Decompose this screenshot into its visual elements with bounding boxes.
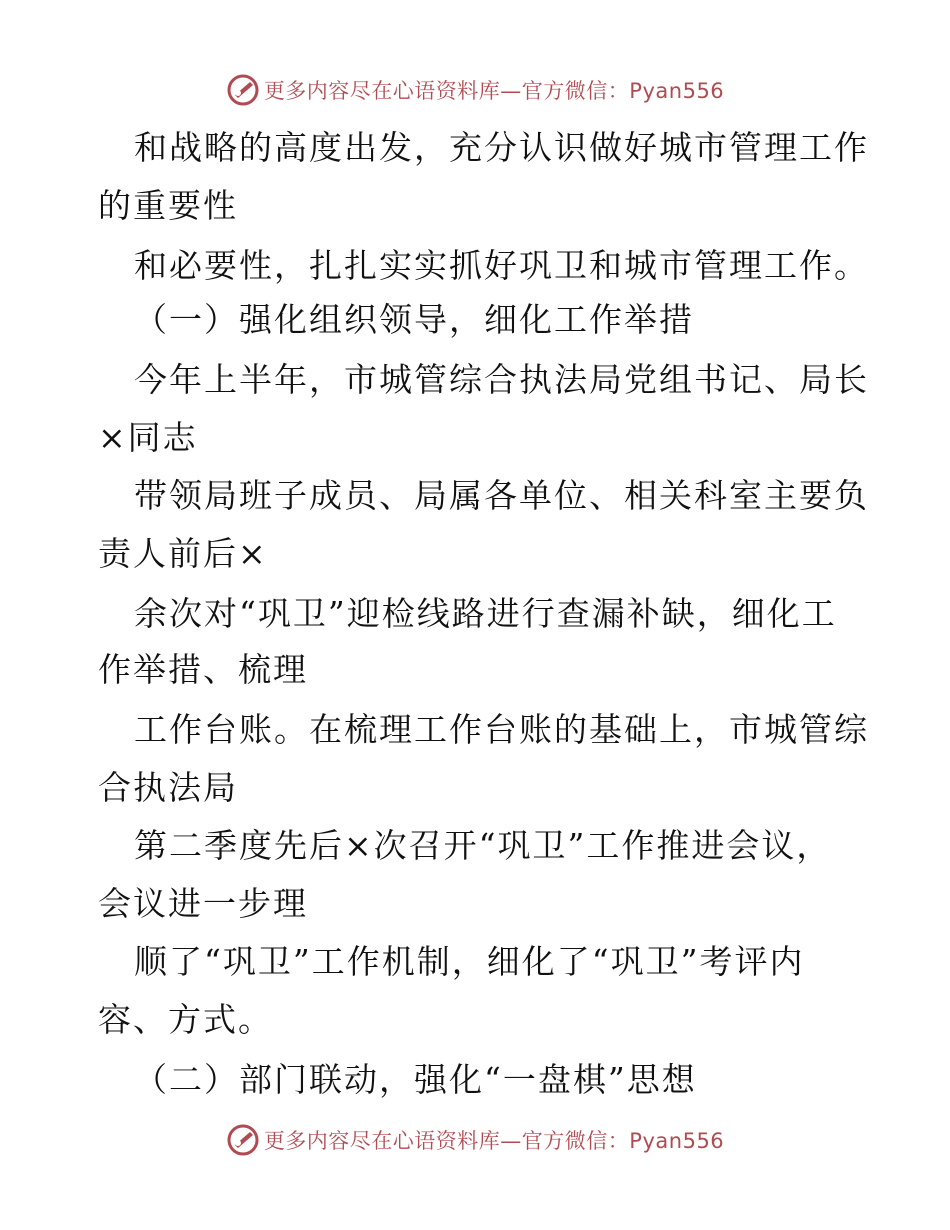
footer-banner-text: 更多内容尽在心语资料库—官方微信：Pyan556 [263, 1129, 725, 1153]
body-line: 工作台账。在梳理工作台账的基础上，市城管综 [134, 710, 869, 749]
body-line: 会议进一步理 [98, 884, 308, 923]
header-banner-text: 更多内容尽在心语资料库—官方微信：Pyan556 [263, 79, 725, 103]
seal-logo-icon [226, 1123, 260, 1157]
body-line: 作举措、梳理 [98, 650, 308, 689]
body-line: 顺了“巩卫”工作机制，细化了“巩卫”考评内 [134, 942, 805, 981]
body-line: 容、方式。 [98, 1000, 273, 1039]
body-line: ×同志 [98, 418, 198, 457]
body-line: 和战略的高度出发，充分认识做好城市管理工作 [134, 128, 869, 167]
seal-logo-icon [226, 73, 260, 107]
body-line: 和必要性，扎扎实实抓好巩卫和城市管理工作。 [134, 246, 869, 285]
body-line: 余次对“巩卫”迎检线路进行查漏补缺，细化工 [134, 594, 837, 633]
body-line: 带领局班子成员、局属各单位、相关科室主要负 [134, 476, 869, 515]
section-heading: （一）强化组织领导，细化工作举措 [134, 300, 694, 339]
body-line: 责人前后× [98, 534, 268, 573]
section-heading: （二）部门联动，强化“一盘棋”思想 [134, 1060, 697, 1099]
body-line: 合执法局 [98, 768, 238, 807]
footer-banner [0, 1120, 950, 1160]
body-line: 的重要性 [98, 186, 238, 225]
body-line: 今年上半年，市城管综合执法局党组书记、局长 [134, 360, 869, 399]
body-line: 第二季度先后×次召开“巩卫”工作推进会议， [134, 826, 832, 865]
header-banner [0, 70, 950, 110]
